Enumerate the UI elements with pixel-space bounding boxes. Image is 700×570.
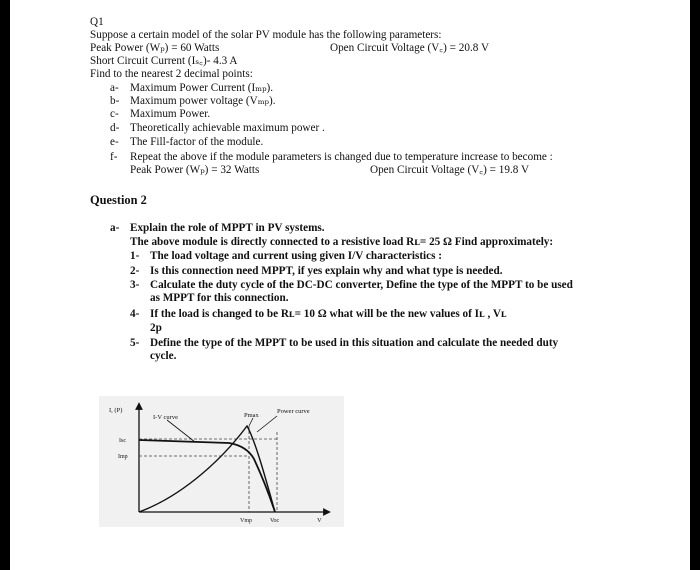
- list-item: Theoretically achievable maximum power .: [130, 122, 325, 134]
- list-item-marker: f-: [110, 151, 118, 163]
- list-item: Repeat the above if the module parameters is changed due to temperature increase to become :: [130, 151, 553, 163]
- vmp-label: Vmp: [240, 518, 252, 524]
- y-axis-label: I, (P): [109, 407, 123, 414]
- q2-a-title: Explain the role of MPPT in PV systems.: [130, 222, 325, 234]
- q2-heading: Question 2: [90, 193, 147, 207]
- list-item: Maximum Power Current (Iₘₚ).: [130, 82, 274, 94]
- list-item: Maximum power voltage (Vₘₚ).: [130, 95, 276, 107]
- power-curve-label: Power curve: [277, 408, 310, 415]
- imp-label: Imp: [118, 454, 128, 460]
- pmax-label: Pmax: [244, 412, 259, 419]
- list-item-marker: a-: [110, 82, 119, 94]
- short-circuit-current: Short Circuit Current (Iₛ꜀)- 4.3 A: [90, 55, 238, 67]
- repeat-peak-power: Peak Power (Wₚ) = 32 Watts: [130, 164, 260, 176]
- list-item: The Fill-factor of the module.: [130, 136, 264, 148]
- peak-power: Peak Power (Wₚ) = 60 Watts: [90, 42, 220, 54]
- iv-power-curve-diagram: [99, 396, 344, 527]
- sub-question-marker: 4-: [130, 308, 140, 320]
- iv-curve: [139, 440, 275, 512]
- power-curve-pointer: [257, 416, 277, 432]
- list-item: Maximum Power.: [130, 108, 211, 120]
- q2-a-marker: a-: [110, 222, 120, 234]
- iv-curve-label: I-V curve: [153, 414, 178, 421]
- sub-question-text: cycle.: [150, 350, 177, 362]
- sub-question-text: Define the type of the MPPT to be used in this situation and calculate the needed duty: [150, 337, 559, 349]
- sub-question-marker: 1-: [130, 250, 140, 262]
- list-item-marker: e-: [110, 136, 119, 148]
- isc-label: Isc: [119, 438, 126, 444]
- pmax-pointer: [249, 418, 253, 426]
- repeat-open-circuit-voltage: Open Circuit Voltage (V꜀) = 19.8 V: [370, 164, 530, 176]
- x-axis-label: V: [317, 517, 322, 524]
- find-instruction: Find to the nearest 2 decimal points:: [90, 68, 253, 80]
- voc-label: Voc: [270, 518, 280, 524]
- iv-power-curve-figure: [99, 396, 344, 527]
- sub-question-marker: 2-: [130, 265, 140, 277]
- sub-question-text: 2p: [150, 322, 162, 334]
- list-item-marker: b-: [110, 95, 120, 107]
- sub-question-text: The load voltage and current using given I/V characteristics :: [150, 250, 443, 262]
- open-circuit-voltage: Open Circuit Voltage (V꜀) = 20.8 V: [330, 42, 490, 54]
- sub-question-text: as MPPT for this connection.: [150, 292, 289, 304]
- q1-heading: Q1: [90, 16, 104, 28]
- list-item-marker: d-: [110, 122, 120, 134]
- sub-question-text: Calculate the duty cycle of the DC-DC converter, Define the type of the MPPT to be used: [150, 279, 573, 291]
- q2-a-intro: The above module is directly connected to a resistive load Rʟ= 25 Ω Find approximately:: [130, 236, 554, 248]
- sub-question-marker: 5-: [130, 337, 140, 349]
- list-item-marker: c-: [110, 108, 119, 120]
- sub-question-text: Is this connection need MPPT, if yes explain why and what type is needed.: [150, 265, 503, 277]
- sub-question-marker: 3-: [130, 279, 140, 291]
- q1-intro: Suppose a certain model of the solar PV module has the following parameters:: [90, 29, 442, 41]
- document-page: [10, 0, 690, 570]
- sub-question-text: If the load is changed to be Rʟ= 10 Ω what will be the new values of Iʟ , Vʟ: [150, 308, 507, 320]
